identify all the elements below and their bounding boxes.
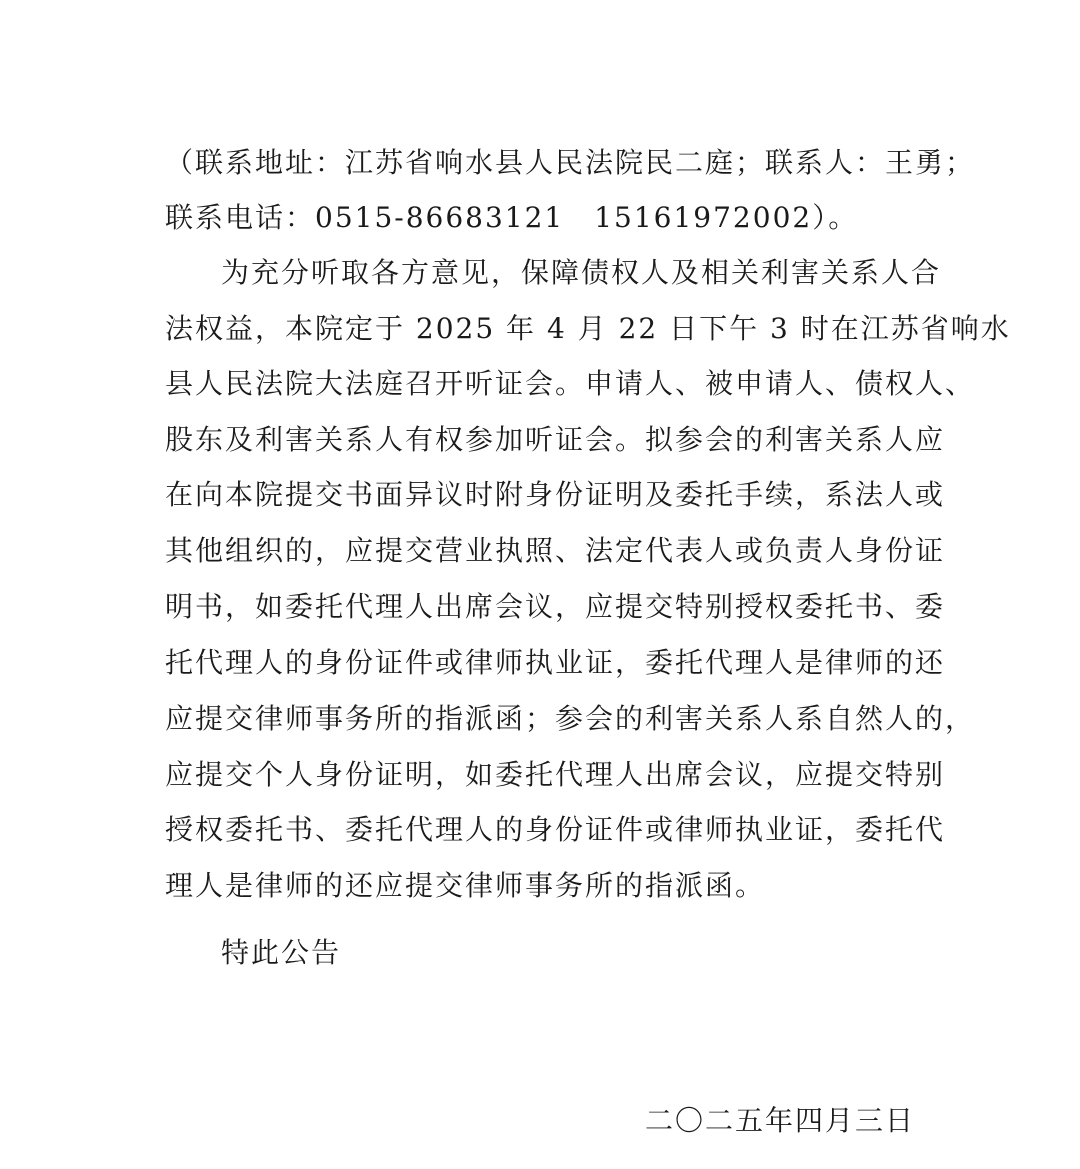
announcement-date: 二〇二五年四月三日 — [644, 1104, 915, 1137]
paragraph-line: 托代理人的身份证件或律师执业证，委托代理人是律师的还 — [165, 646, 946, 679]
paragraph-line: 其他组织的，应提交营业执照、法定代表人或负责人身份证 — [165, 534, 946, 567]
paragraph-line: 在向本院提交书面异议时附身份证明及委托手续，系法人或 — [165, 478, 946, 511]
paragraph-line: 应提交律师事务所的指派函；参会的利害关系人系自然人的， — [165, 702, 976, 735]
paragraph-line: 县人民法院大法庭召开听证会。申请人、被申请人、债权人、 — [165, 367, 976, 400]
paragraph-line: 股东及利害关系人有权参加听证会。拟参会的利害关系人应 — [165, 423, 946, 456]
paragraph-line: 应提交个人身份证明，如委托代理人出席会议，应提交特别 — [165, 758, 946, 791]
contact-line: （联系地址：江苏省响水县人民法院民二庭；联系人：王勇； — [165, 146, 976, 179]
paragraph-line: 明书，如委托代理人出席会议，应提交特别授权委托书、委 — [165, 590, 946, 623]
closing-statement: 特此公告 — [221, 936, 342, 969]
paragraph-line: 法权益，本院定于 2025 年 4 月 22 日下午 3 时在江苏省响水 — [165, 312, 1011, 345]
contact-line: 联系电话：0515-86683121 15161972002）。 — [165, 201, 859, 234]
paragraph-line: 授权委托书、委托代理人的身份证件或律师执业证，委托代 — [165, 813, 946, 846]
paragraph-line: 理人是律师的还应提交律师事务所的指派函。 — [165, 869, 766, 902]
paragraph-line: 为充分听取各方意见，保障债权人及相关利害关系人合 — [221, 256, 942, 289]
